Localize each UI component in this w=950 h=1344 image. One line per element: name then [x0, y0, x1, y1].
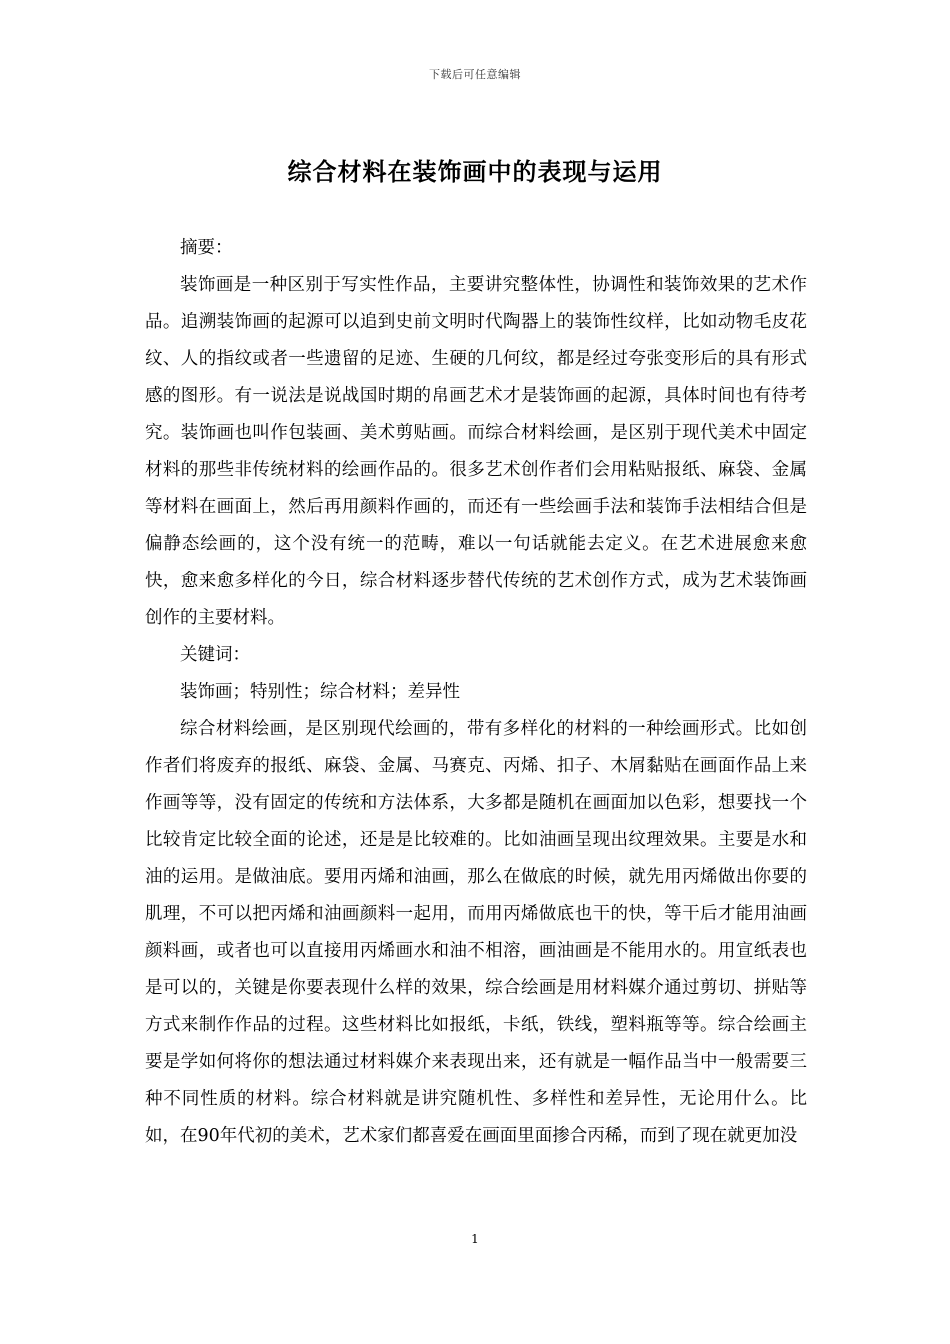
document-body: [145, 230, 807, 1155]
body-paragraph: 综合材料绘画，是区别现代绘画的，带有多样化的材料的一种绘画形式。比如创作者们将废弃的报纸、麻袋、金属、马赛克、丙烯、扣子、木屑黏贴在画面作品上来作画等等，没有固定的传统和方法体系，大多都是随机在画面加以色彩，想要找一个比较肯定比较全面的论述，还是是比较难的。比如油画呈现出纹理效果。主要是水和油的运用。是做油底。要用丙烯和油画，那么在做底的时候，就先用丙烯做出你要的肌理，不可以把丙烯和油画颜料一起用，而用丙烯做底也干的快，等干后才能用油画颜料画，或者也可以直接用丙烯画水和油不相溶，画油画是不能用水的。用宣纸表也是可以的，关键是你要表现什么样的效果，综合绘画是用材料媒介通过剪切、拼贴等方式来制作作品的过程。这些材料比如报纸，卡纸，铁线，塑料瓶等等。综合绘画主要是学如何将你的想法通过材料媒介来表现出来，还有就是一幅作品当中一般需要三种不同性质的材料。综合材料就是讲究随机性、多样性和差异性，无论用什么。比如，在90年代初的美术，艺术家们都喜爱在画面里面掺合丙稀，而到了现在就更加没: [145, 719, 807, 1146]
document-title: 综合材料在装饰画中的表现与运用: [287, 157, 663, 186]
abstract-paragraph: 装饰画是一种区别于写实性作品，主要讲究整体性，协调性和装饰效果的艺术作品。追溯装饰画的起源可以追到史前文明时代陶器上的装饰性纹样，比如动物毛皮花纹、人的指纹或者一些遗留的足迹、生硬的几何纹，都是经过夸张变形后的具有形式感的图形。有一说法是说战国时期的帛画艺术才是装饰画的起源，具体时间也有待考究。装饰画也叫作包装画、美术剪贴画。而综合材料绘画，是区别于现代美术中固定材料的那些非传统材料的绘画作品的。很多艺术创作者们会用粘贴报纸、麻袋、金属等材料在画面上，然后再用颜料作画的，而还有一些绘画手法和装饰手法相结合但是偏静态绘画的，这个没有统一的范畴，难以一句话就能去定义。在艺术进展愈来愈快，愈来愈多样化的今日，综合材料逐步替代传统的艺术创作方式，成为艺术装饰画创作的主要材料。: [145, 275, 807, 628]
keywords-label: 关键词：: [180, 645, 250, 665]
page-number: 1: [471, 1232, 479, 1246]
abstract-label: 摘要：: [180, 238, 233, 258]
keywords-list: 装饰画；特别性；综合材料；差异性: [180, 682, 460, 702]
page-header-note: 下载后可任意编辑: [429, 68, 521, 81]
